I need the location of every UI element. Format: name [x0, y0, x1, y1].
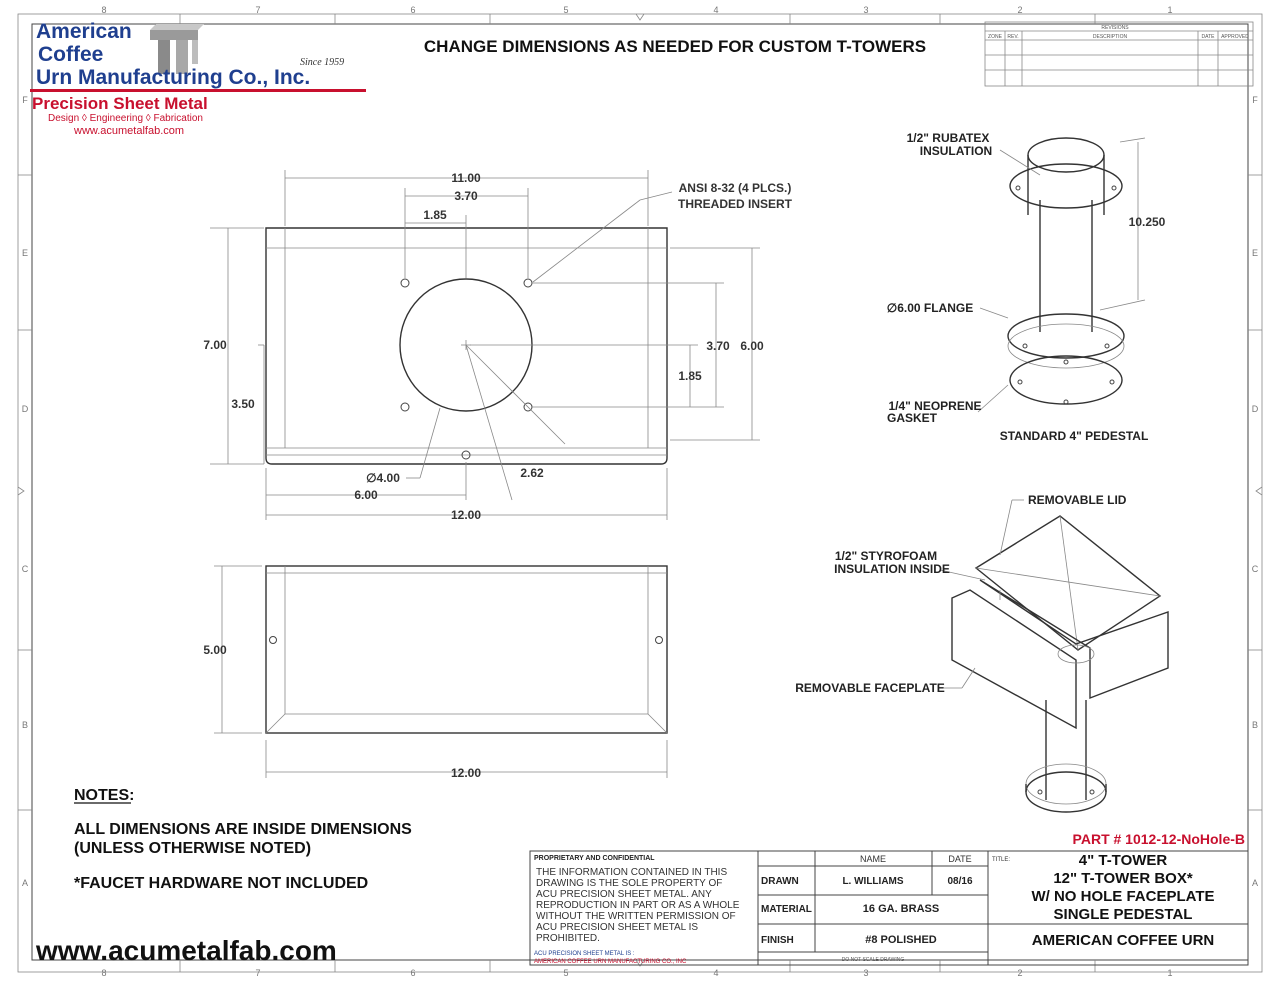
row-label-d: D — [21, 404, 29, 414]
col-label-7: 7 — [255, 5, 261, 15]
title-line-3: W/ NO HOLE FACEPLATE — [1031, 888, 1215, 905]
dim-hole-span-v: 3.70 — [706, 339, 730, 353]
foam-label-1: 1/2" STYROFOAM — [834, 549, 938, 563]
col-label-4: 4 — [713, 5, 719, 15]
col-label-5-bottom: 5 — [563, 968, 569, 978]
notes-heading: NOTES: — [74, 787, 135, 804]
col-date: DATE — [948, 854, 972, 864]
dim-center-dia: ∅4.00 — [366, 471, 400, 485]
faceplate-label: REMOVABLE FACEPLATE — [795, 681, 945, 695]
box-view — [795, 493, 1168, 812]
dim-front-height: 5.00 — [203, 643, 227, 657]
insulation-label-2: INSULATION — [919, 144, 993, 158]
col-label-1-bottom: 1 — [1167, 968, 1173, 978]
logo-rule — [30, 89, 366, 92]
insert-callout-1: ANSI 8-32 (4 PLCS.) — [678, 181, 792, 195]
proprietary-line: ACU PRECISION SHEET METAL. ANY — [536, 889, 712, 900]
col-label-8-bottom: 8 — [101, 968, 107, 978]
removable-faceplate — [952, 590, 1076, 728]
pedestal-view — [887, 131, 1166, 443]
proprietary-line: REPRODUCTION IN PART OR AS A WHOLE — [536, 900, 740, 911]
front-view — [203, 566, 667, 780]
since-label: Since 1959 — [300, 57, 345, 68]
drawn-name: L. WILLIAMS — [842, 876, 904, 887]
revisions-table — [985, 22, 1253, 86]
proprietary-line: THE INFORMATION CONTAINED IN THIS — [536, 867, 728, 878]
row-label-e: E — [21, 248, 29, 258]
rev-col-approved: APPROVED — [1221, 34, 1249, 40]
row-label-c-right: C — [1251, 564, 1259, 574]
company-logo — [30, 20, 366, 137]
proprietary-line: ACU PRECISION SHEET METAL IS — [536, 922, 699, 933]
front-view-outline — [266, 566, 667, 733]
proprietary-heading: PROPRIETARY AND CONFIDENTIAL — [534, 855, 655, 862]
drawn-label: DRAWN — [761, 876, 799, 887]
row-label-f-right: F — [1252, 95, 1258, 105]
title-label: TITLE: — [992, 857, 1011, 863]
rev-col-rev: REV. — [1007, 34, 1019, 40]
company-name: AMERICAN COFFEE URN — [1031, 932, 1215, 949]
notes-line-1: ALL DIMENSIONS ARE INSIDE DIMENSIONS — [74, 821, 412, 838]
dim-overall-width: 11.00 — [451, 171, 481, 185]
box-body — [980, 580, 1168, 698]
bottom-flange — [1008, 314, 1124, 358]
col-label-3-bottom: 3 — [863, 968, 869, 978]
logo-line-3: Urn Manufacturing Co., Inc. — [36, 66, 311, 89]
pedestal-height: 10.250 — [1128, 215, 1166, 229]
gasket-label-2: GASKET — [886, 411, 938, 425]
col-label-2: 2 — [1017, 5, 1023, 15]
dim-height-half: 3.50 — [231, 397, 255, 411]
foam-label-2: INSULATION INSIDE — [834, 562, 950, 576]
col-label-2-bottom: 2 — [1017, 968, 1023, 978]
col-label-5: 5 — [563, 5, 569, 15]
logo-line-1: American — [36, 20, 132, 43]
title-line-1: 4" T-TOWER — [1078, 852, 1168, 869]
insulation-label-1: 1/2" RUBATEX — [906, 131, 990, 145]
main-heading: CHANGE DIMENSIONS AS NEEDED FOR CUSTOM T-TOWERS — [423, 37, 927, 56]
material-label: MATERIAL — [761, 904, 812, 915]
row-label-b: B — [21, 720, 29, 730]
footer-website: www.acumetalfab.com — [36, 935, 337, 966]
row-label-a-right: A — [1251, 878, 1259, 888]
dim-height-inner: 6.00 — [740, 339, 764, 353]
dim-hole-half: 1.85 — [423, 208, 447, 222]
row-label-a: A — [21, 878, 29, 888]
notes-line-2: (UNLESS OTHERWISE NOTED) — [74, 840, 312, 857]
dim-front-length: 12.00 — [450, 766, 482, 780]
dim-hole-span: 3.70 — [454, 189, 478, 203]
rev-col-description: DESCRIPTION — [1092, 34, 1128, 40]
row-label-c: C — [21, 564, 29, 574]
proprietary-line: DRAWING IS THE SOLE PROPERTY OF — [536, 878, 723, 889]
top-view — [203, 170, 792, 522]
dim-hole-half-v: 1.85 — [678, 369, 702, 383]
dim-overall-length: 12.00 — [450, 508, 482, 522]
col-label-7-bottom: 7 — [255, 968, 261, 978]
gasket — [1010, 356, 1122, 404]
title-line-2: 12" T-TOWER BOX* — [1053, 870, 1193, 887]
dim-radius: 2.62 — [520, 466, 544, 480]
insert-callout-2: THREADED INSERT — [677, 197, 793, 211]
finish-value: #8 POLISHED — [865, 934, 937, 946]
col-label-4-bottom: 4 — [713, 968, 719, 978]
row-label-f: F — [22, 95, 28, 105]
row-label-b-right: B — [1251, 720, 1259, 730]
col-label-6-bottom: 6 — [410, 968, 416, 978]
do-not-scale: DO NOT SCALE DRAWING — [841, 957, 905, 963]
footer-line-2: AMERICAN COFFEE URN MANUFACTURING CO., INC — [534, 959, 687, 965]
title-line-4: SINGLE PEDESTAL — [1053, 906, 1193, 923]
col-label-8: 8 — [101, 5, 107, 15]
col-name: NAME — [859, 854, 887, 864]
proprietary-line: WITHOUT THE WRITTEN PERMISSION OF — [536, 911, 736, 922]
dim-height-outer: 7.00 — [203, 338, 227, 352]
material-value: 16 GA. BRASS — [862, 903, 940, 915]
part-number: PART # 1012-12-NoHole-B — [1072, 831, 1245, 847]
gasket-label-1: 1/4" NEOPRENE — [888, 399, 982, 413]
footer-line-1: ACU PRECISION SHEET METAL IS : — [534, 951, 635, 957]
col-label-1: 1 — [1167, 5, 1173, 15]
lid-label: REMOVABLE LID — [1028, 493, 1127, 507]
proprietary-line: PROHIBITED. — [536, 933, 600, 944]
rev-col-date: DATE — [1201, 34, 1215, 40]
row-label-e-right: E — [1251, 248, 1259, 258]
finish-label: FINISH — [761, 935, 794, 946]
insert-hole — [401, 403, 409, 411]
logo-line-2: Coffee — [38, 43, 104, 66]
title-block — [530, 831, 1248, 965]
removable-lid — [976, 516, 1160, 650]
insert-hole — [401, 279, 409, 287]
side-hole — [270, 637, 277, 644]
flange-label: ∅6.00 FLANGE — [886, 301, 974, 315]
side-hole — [656, 637, 663, 644]
row-label-d-right: D — [1251, 404, 1259, 414]
col-label-3: 3 — [863, 5, 869, 15]
insulation-sleeve-top — [1028, 138, 1104, 172]
notes-line-3: *FAUCET HARDWARE NOT INCLUDED — [74, 875, 369, 892]
logo-tagline: Precision Sheet Metal — [32, 94, 208, 113]
insert-hole — [524, 279, 532, 287]
top-flange — [1010, 164, 1122, 208]
logo-website: www.acumetalfab.com — [74, 125, 185, 137]
revisions-title: REVISIONS — [1101, 25, 1129, 31]
col-label-6: 6 — [410, 5, 416, 15]
drawn-date: 08/16 — [947, 876, 973, 887]
rev-col-zone: ZONE — [988, 34, 1002, 40]
dim-center-x: 6.00 — [354, 488, 378, 502]
logo-services: Design ◊ Engineering ◊ Fabrication — [48, 113, 203, 124]
notes — [35, 787, 412, 966]
pedestal-label: STANDARD 4" PEDESTAL — [999, 429, 1149, 443]
